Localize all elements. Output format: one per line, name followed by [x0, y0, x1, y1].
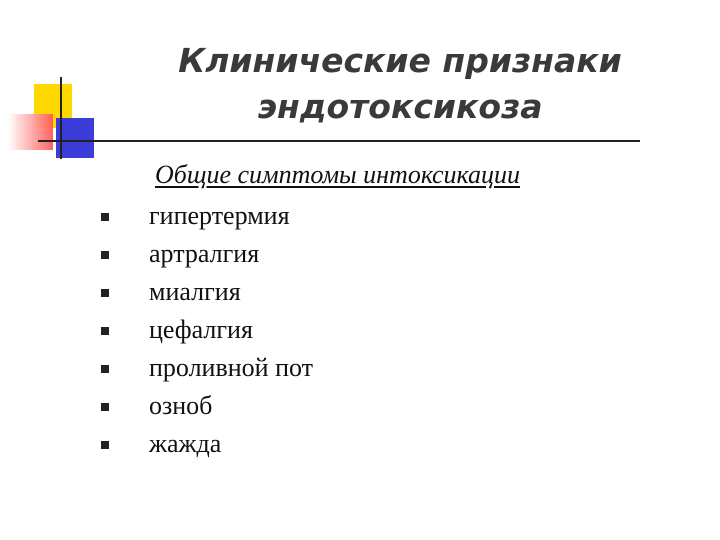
list-item-label: миалгия — [149, 277, 241, 306]
list-item — [0, 388, 600, 426]
square-bullet-icon — [101, 441, 109, 449]
square-bullet-icon — [101, 251, 109, 259]
symptom-list — [0, 198, 600, 464]
slide-title-line-2: эндотоксикоза — [257, 87, 543, 126]
square-bullet-icon — [101, 213, 109, 221]
list-item — [0, 350, 600, 388]
title-divider-line — [38, 140, 640, 142]
list-item-label: артралгия — [149, 239, 260, 268]
ornament-red-square — [8, 114, 53, 150]
list-item-label: цефалгия — [149, 315, 253, 344]
section-subtitle: Общие симптомы интоксикации — [155, 160, 521, 189]
list-item — [0, 312, 600, 350]
square-bullet-icon — [101, 327, 109, 335]
square-bullet-icon — [101, 365, 109, 373]
list-item — [0, 426, 600, 464]
square-bullet-icon — [101, 403, 109, 411]
list-item-label: озноб — [149, 391, 213, 420]
list-item-label: гипертермия — [149, 201, 290, 230]
list-item-label: проливной пот — [149, 353, 313, 382]
list-item — [0, 274, 600, 312]
list-item-label: жажда — [149, 429, 222, 458]
square-bullet-icon — [101, 289, 109, 297]
slide-title-line-1: Клинические признаки — [178, 41, 622, 80]
list-item — [0, 236, 600, 274]
ornament-vertical-line — [60, 77, 62, 159]
list-item — [0, 198, 600, 236]
